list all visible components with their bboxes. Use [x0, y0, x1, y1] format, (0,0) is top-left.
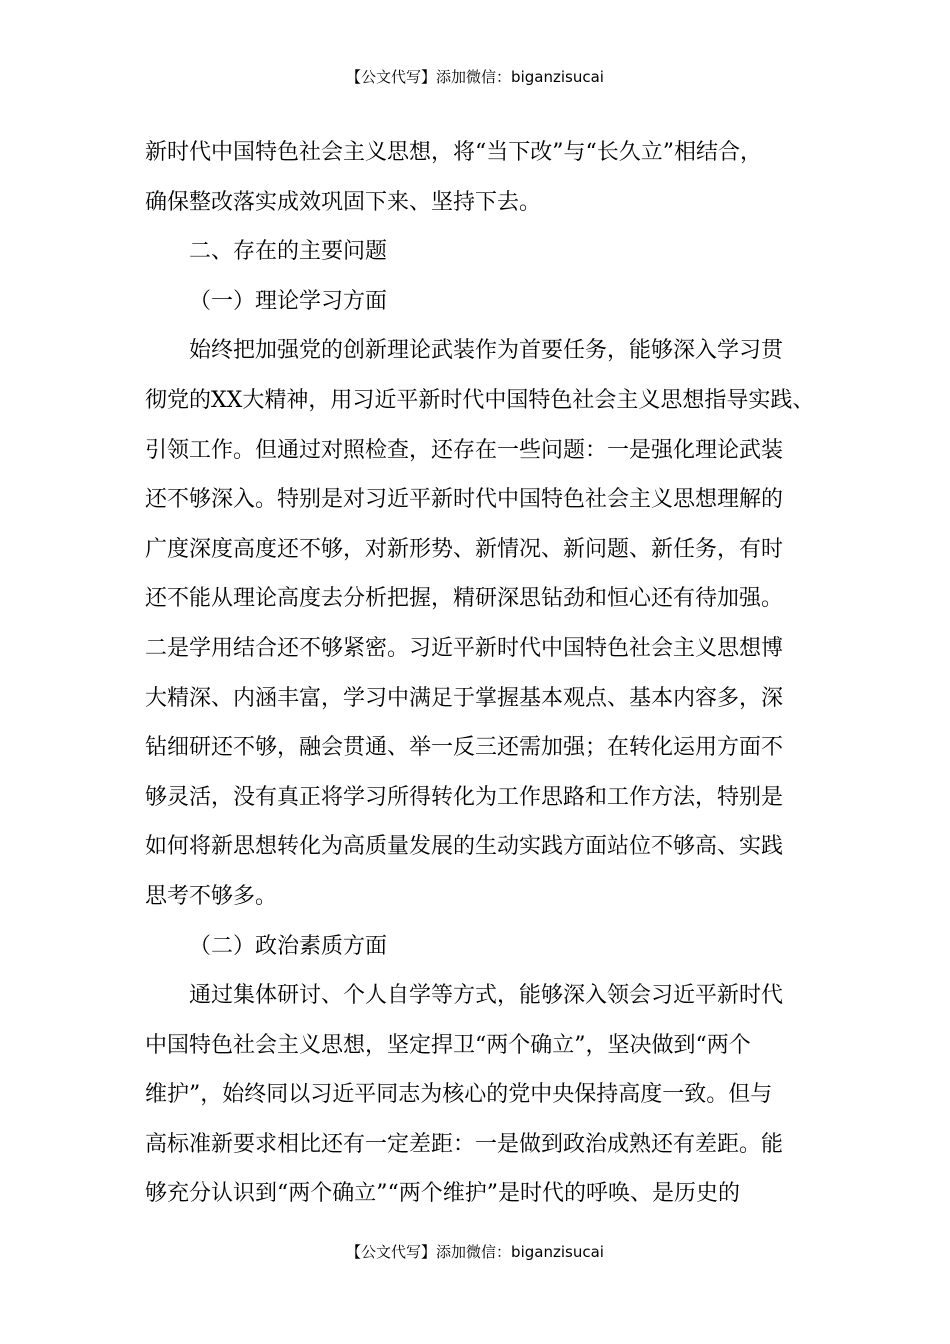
text-line: 够充分认识到“两个确立”“两个维护”是时代的呼唤、是历史的	[145, 1181, 740, 1207]
text-line: 引领工作。但通过对照检查，还存在一些问题：一是强化理论武装	[145, 437, 784, 463]
text-line: 二是学用结合还不够紧密。习近平新时代中国特色社会主义思想博	[145, 635, 784, 661]
text-line: 如何将新思想转化为高质量发展的生动实践方面站位不够高、实践	[145, 834, 784, 860]
text-line: 还不能从理论高度去分析把握，精研深思钻劲和恒心还有待加强。	[145, 586, 784, 612]
text-line: 还不够深入。特别是对习近平新时代中国特色社会主义思想理解的	[145, 487, 784, 513]
text-line: 大精深、内涵丰富，学习中满足于掌握基本观点、基本内容多，深	[145, 685, 784, 711]
text-line: 彻党的XX大精神，用习近平新时代中国特色社会主义思想指导实践、	[145, 387, 815, 413]
text-line: 二、存在的主要问题	[189, 239, 388, 265]
text-line: 广度深度高度还不够，对新形势、新情况、新问题、新任务，有时	[145, 536, 784, 562]
document-body	[145, 128, 845, 1219]
text-line: 新时代中国特色社会主义思想，将“当下改”与“长久立”相结合，	[145, 140, 762, 165]
page-header: 【公文代写】添加微信：biganzisucai	[346, 68, 604, 86]
page-footer: 【公文代写】添加微信：biganzisucai	[346, 1243, 604, 1261]
text-line: 思考不够多。	[145, 883, 278, 909]
text-line: 够灵活，没有真正将学习所得转化为工作思路和工作方法，特别是	[145, 784, 784, 810]
text-line: （一）理论学习方面	[189, 288, 388, 314]
text-line: 高标准新要求相比还有一定差距：一是做到政治成熟还有差距。能	[145, 1131, 784, 1157]
text-line: 中国特色社会主义思想，坚定捍卫“两个确立”，坚决做到“两个	[145, 1032, 751, 1058]
text-line: 始终把加强党的创新理论武装作为首要任务，能够深入学习贯	[189, 338, 784, 364]
text-line: 确保整改落实成效巩固下来、坚持下去。	[145, 189, 542, 215]
text-line: （二）政治素质方面	[189, 933, 388, 959]
text-line: 钻细研还不够，融会贯通、举一反三还需加强；在转化运用方面不	[145, 735, 784, 761]
text-line: 通过集体研讨、个人自学等方式，能够深入领会习近平新时代	[189, 983, 784, 1009]
text-line: 维护”，始终同以习近平同志为核心的党中央保持高度一致。但与	[145, 1082, 773, 1108]
